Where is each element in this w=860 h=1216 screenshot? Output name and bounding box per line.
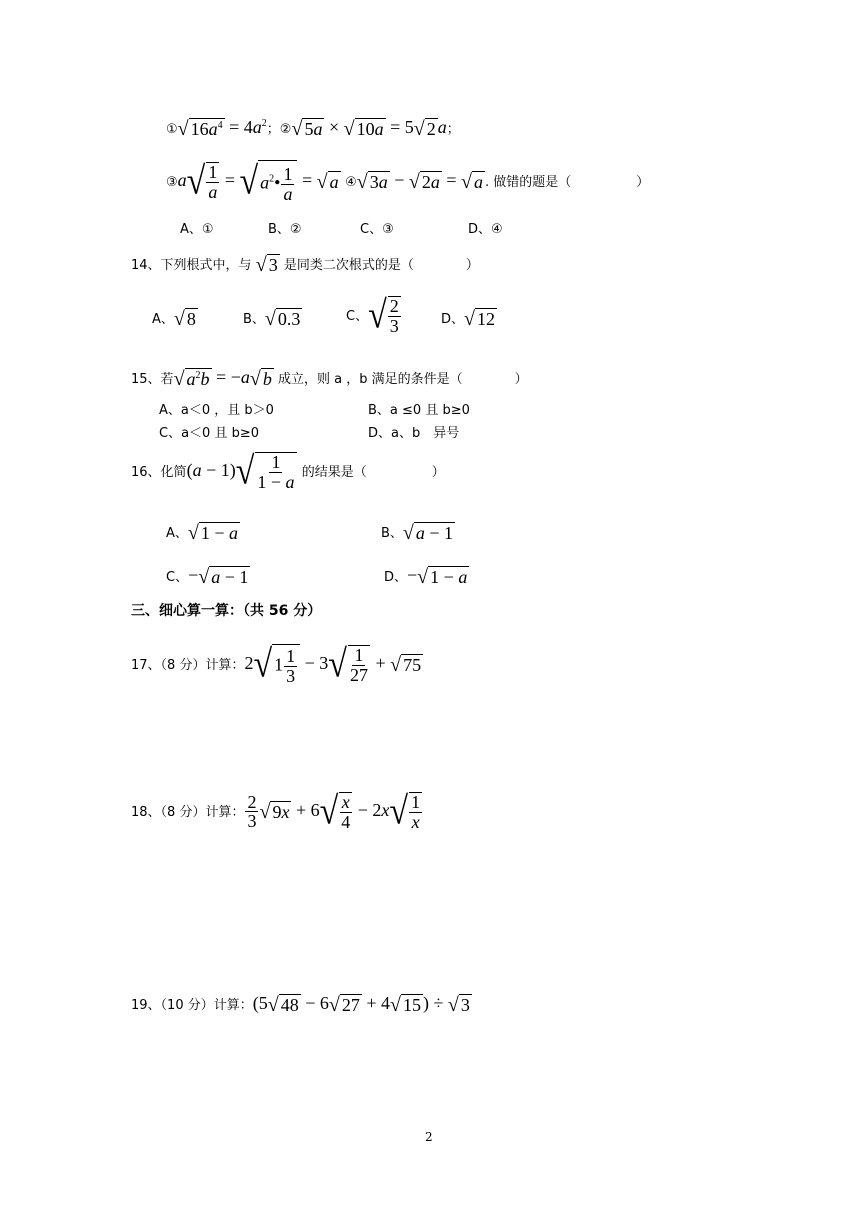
q17-problem: 17、（8 分）计算：2√ 1 $\frac{1}{3}$ − 3√ $\frac{1}{27}$ + √ 75: [131, 643, 422, 686]
section3-title: 三、细心算一算：（共 56 分）: [131, 603, 322, 619]
q15-option-c: C、a＜0 且 b≥0: [159, 426, 259, 441]
q13-prompt: . 做错的题是（ ）: [485, 175, 650, 191]
q15-option-d: D、a、b 异号: [368, 426, 460, 441]
q16-stem-before: 化简: [160, 465, 187, 481]
q18-problem: 18、（8 分）计算： $\frac{2}{3}$ √ 9x + 6√ $\frac{x}{4}$ − 2x√ $\frac{1}{x}$: [131, 790, 421, 833]
q14-number: 14、: [131, 258, 161, 273]
q13-option-a: A、①: [180, 222, 214, 237]
q16-stem-after: 的结果是（ ）: [301, 465, 445, 481]
q18-label: 18、（8 分）计算：: [131, 805, 245, 821]
q13-option-b: B、②: [268, 222, 302, 237]
q15-stem-before: 若: [160, 372, 174, 387]
q15-stem: 15、若√ $a^2b = -a√$ b 成立，则 a ，b 满足的条件是（ ）: [131, 367, 528, 390]
q14-option-a: A、√ 8: [152, 307, 196, 330]
q14-stem-before: 下列根式中，与: [160, 258, 252, 273]
q16-option-b: B、√ a − 1: [381, 521, 454, 544]
q16-option-d: D、−√ 1 − a: [384, 565, 468, 588]
q15-number: 15、: [131, 372, 161, 387]
q13-option-d: D、④: [468, 222, 503, 237]
q16-option-a: A、√ 1 − a: [166, 521, 239, 544]
q14-option-d: D、√ 12: [441, 307, 495, 330]
q14-stem-after: 是同类二次根式的是（ ）: [283, 258, 479, 273]
q14-stem: 14、下列根式中，与 √ 3 是同类二次根式的是（ ）: [131, 253, 479, 276]
q13-items-line2: ③a√ $\frac{1}{a}$ = √ $a^2•$ $\frac{1}{a}$ = √ a ④√ 3a − √ 2a = √ a . 做错的题是（ ）: [166, 160, 650, 204]
q14-option-c: C、√ $\frac{2}{3}$: [346, 294, 399, 337]
page-number: 2: [425, 1130, 433, 1144]
q16-stem: 16、化简(a − 1)√ $\frac{1}{1 - a}$ 的结果是（ ）: [131, 450, 445, 493]
q15-stem-after: 成立，则 a ，b 满足的条件是（ ）: [277, 372, 528, 387]
q16-number: 16、: [131, 465, 161, 481]
q15-option-b: B、a ≤0 且 b≥0: [368, 403, 470, 418]
q16-option-c: C、−√ a − 1: [166, 565, 249, 588]
q15-option-a: A、a＜0 ，且 b＞0: [159, 403, 274, 418]
q14-option-b: B、√ 0.3: [243, 307, 301, 330]
q19-label: 19、（10 分）计算：: [131, 998, 253, 1013]
q19-problem: 19、（10 分）计算：(5√ 48 − 6√ 27 + 4√ 15 ) ÷ √ 3: [131, 993, 470, 1016]
q13-items-line1: ①√ $16a^4 = 4a^2$；②√ 5a × √ 10a = 5√ 2 a；: [166, 117, 460, 140]
q17-label: 17、（8 分）计算：: [131, 658, 245, 674]
q13-option-c: C、③: [360, 222, 394, 237]
